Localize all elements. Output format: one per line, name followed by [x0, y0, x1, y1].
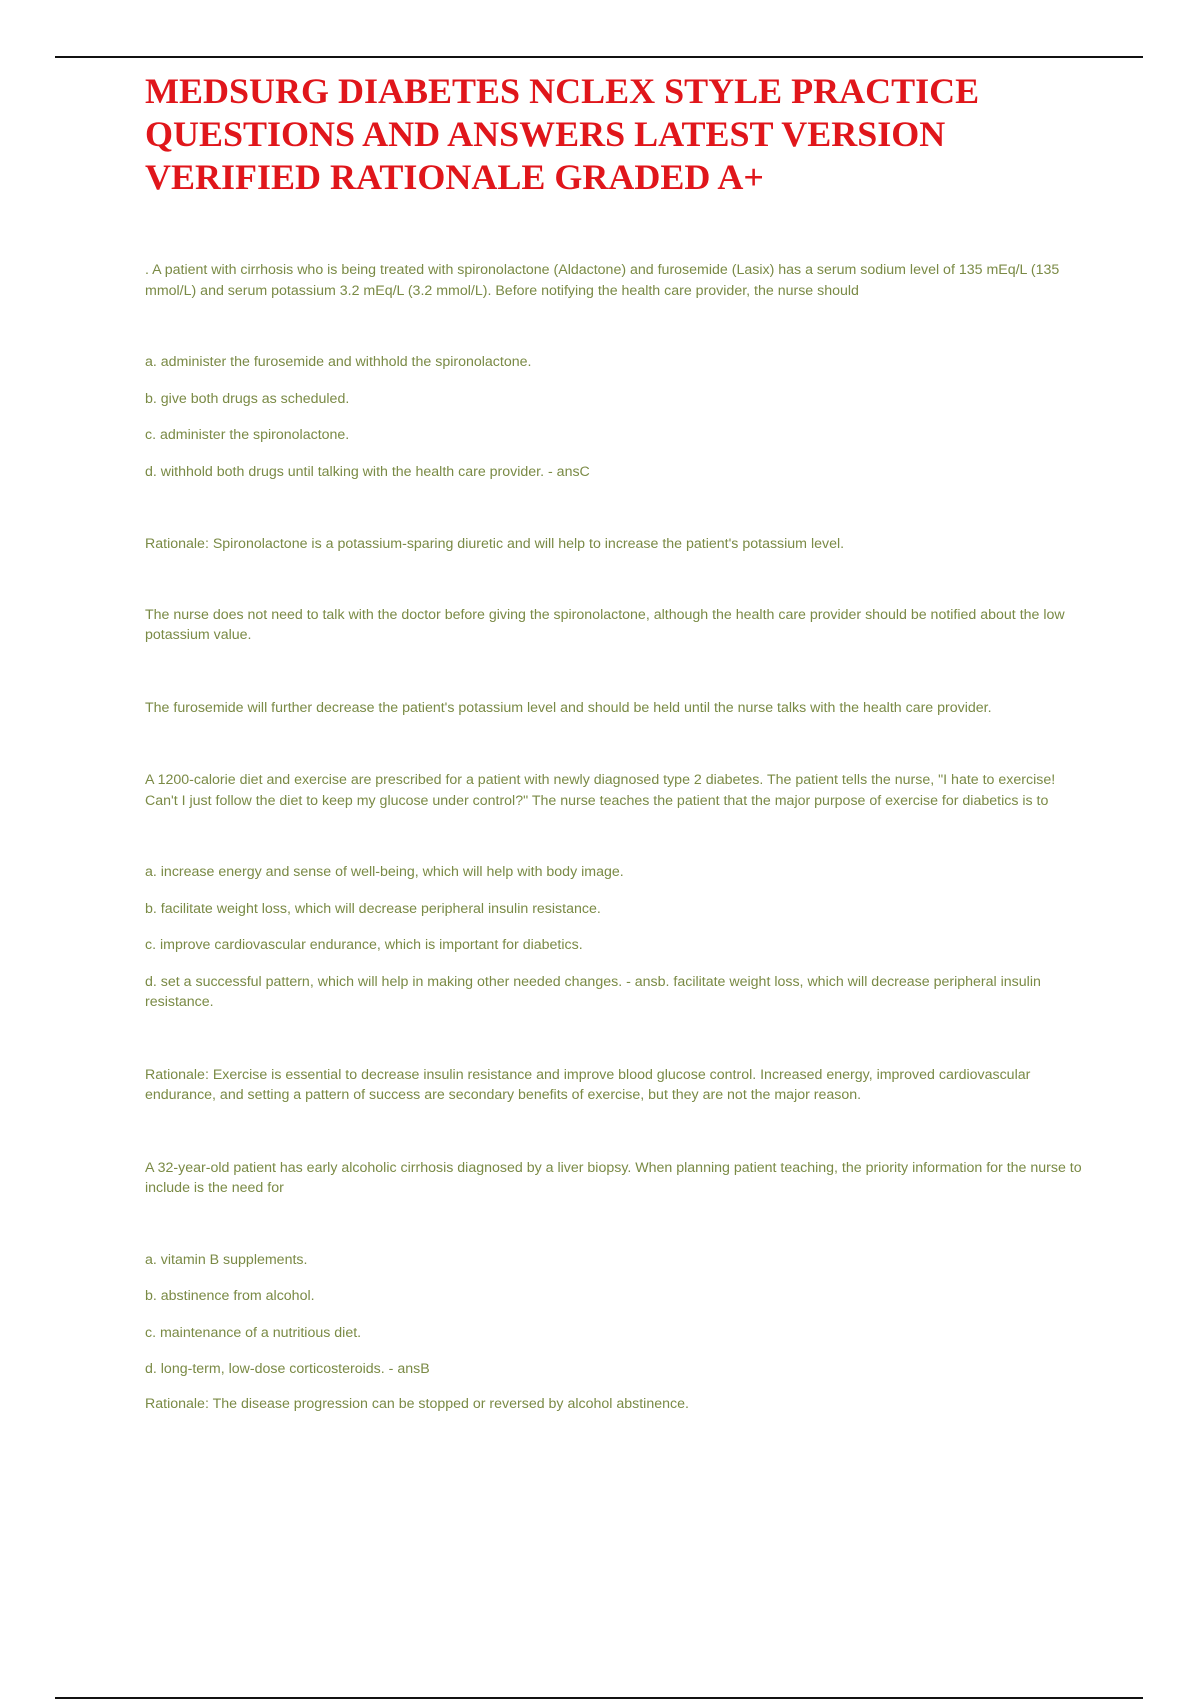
- question-1-option-b: b. give both drugs as scheduled.: [145, 390, 350, 407]
- question-3-option-b: b. abstinence from alcohol.: [145, 1288, 315, 1304]
- question-2-option-a: a. increase energy and sense of well-being, which will help with body image.: [145, 864, 624, 880]
- question-1-rationale-1: Rationale: Spironolactone is a potassium-sparing diuretic and will help to increase the patient's potassium level.: [145, 536, 845, 552]
- question-3-option-c: c. maintenance of a nutritious diet.: [145, 1324, 362, 1341]
- top-rule: [55, 56, 1143, 58]
- question-1-option-c: c. administer the spironolactone.: [145, 427, 350, 443]
- question-1-rationale-3: The furosemide will further decrease the patient's potassium level and should be held until the nurse talks with the health care provider.: [145, 699, 992, 716]
- question-3-option-d: d. long-term, low-dose corticosteroids. - ansB: [145, 1361, 430, 1377]
- document-title: MEDSURG DIABETES NCLEX STYLE PRACTICE QUESTIONS AND ANSWERS LATEST VERSION VERIFIED RATIONALE GRADED A+: [145, 71, 980, 197]
- question-1-stem: . A patient with cirrhosis who is being treated with spironolactone (Aldactone) and furosemide (Lasix) has a serum sodium level of 135 mEq/L (135 mmol/L) and serum potassium 3.2 mEq/L (3.2 mmol/L). Before notifying the health care provider, the nurse should: [145, 262, 1060, 299]
- question-3-option-a: a. vitamin B supplements.: [145, 1251, 308, 1268]
- question-2-rationale-1: Rationale: Exercise is essential to decrease insulin resistance and improve blood glucose control. Increased energy, improved cardiovascular endurance, and setting a pattern of success are secondary benefits of exercise, but they are not the major reason.: [145, 1066, 1031, 1103]
- question-2-stem: A 1200-calorie diet and exercise are prescribed for a patient with newly diagnosed type 2 diabetes. The patient tells the nurse, "I hate to exercise! Can't I just follow the diet to keep my glucose under control?" The nurse teaches the patient that the major purpose of exercise for diabetics is to: [145, 772, 1056, 809]
- question-2-option-b: b. facilitate weight loss, which will decrease peripheral insulin resistance.: [145, 900, 601, 917]
- question-1-option-a: a. administer the furosemide and withhold the spironolactone.: [145, 354, 532, 370]
- bottom-rule: [55, 1697, 1143, 1699]
- question-2-option-c: c. improve cardiovascular endurance, which is important for diabetics.: [145, 937, 583, 953]
- question-3: [145, 1158, 1090, 1415]
- question-1-option-d: d. withhold both drugs until talking with the health care provider. - ansC: [145, 463, 590, 480]
- question-2: [145, 770, 1090, 1106]
- question-3-stem: A 32-year-old patient has early alcoholic cirrhosis diagnosed by a liver biopsy. When planning patient teaching, the priority information for the nurse to include is the need for: [145, 1159, 1082, 1196]
- question-2-option-d: d. set a successful pattern, which will help in making other needed changes. - ansb. facilitate weight loss, which will decrease peripheral insulin resistance.: [145, 973, 1041, 1010]
- question-3-rationale-1: Rationale: The disease progression can be stopped or reversed by alcohol abstinence.: [145, 1395, 689, 1412]
- question-1: [145, 260, 1090, 718]
- question-1-rationale-2: The nurse does not need to talk with the doctor before giving the spironolactone, although the health care provider should be notified about the low potassium value.: [145, 606, 1065, 643]
- document-content: [145, 70, 1090, 1414]
